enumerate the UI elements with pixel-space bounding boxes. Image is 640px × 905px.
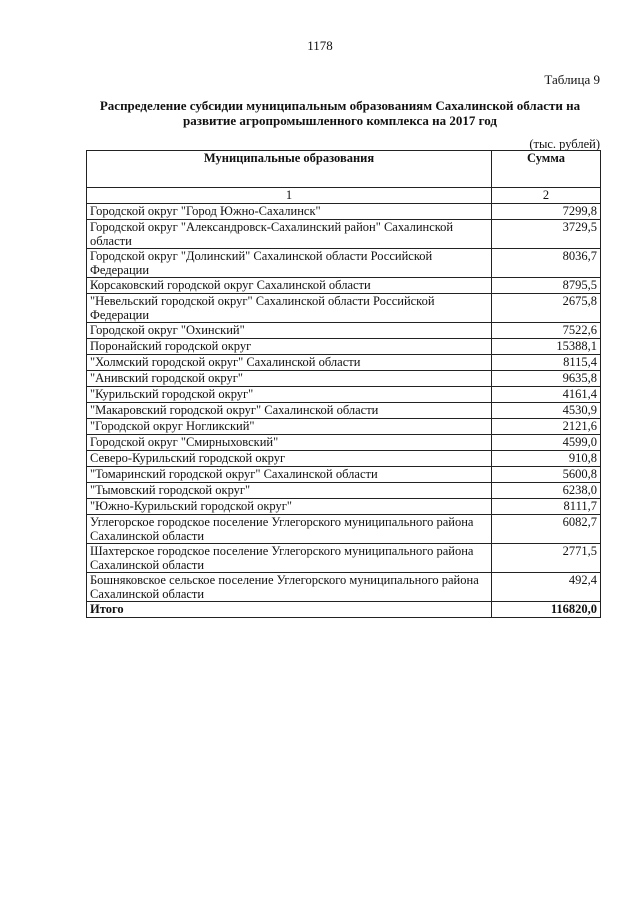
- table-row: [87, 294, 601, 323]
- municipality-name: Городской округ "Александровск-Сахалинский район" Сахалинской области: [87, 220, 492, 249]
- header-municipalities: Муниципальные образования: [87, 151, 492, 188]
- subsidy-amount: 4161,4: [492, 387, 601, 403]
- municipality-name: "Курильский городской округ": [87, 387, 492, 403]
- municipality-name: Городской округ "Смирныховский": [87, 435, 492, 451]
- table-row: [87, 573, 601, 602]
- table-row: [87, 220, 601, 249]
- table-row: [87, 419, 601, 435]
- subsidy-amount: 7299,8: [492, 204, 601, 220]
- subsidy-amount: 6082,7: [492, 515, 601, 544]
- municipality-name: "Макаровский городской округ" Сахалинской области: [87, 403, 492, 419]
- municipality-name: Городской округ "Охинский": [87, 323, 492, 339]
- subsidy-amount: 8795,5: [492, 278, 601, 294]
- table-row: [87, 387, 601, 403]
- municipality-name: Северо-Курильский городской округ: [87, 451, 492, 467]
- municipality-name: Бошняковское сельское поселение Углегорского муниципального района Сахалинской области: [87, 573, 492, 602]
- municipality-name: Углегорское городское поселение Углегорского муниципального района Сахалинской области: [87, 515, 492, 544]
- municipality-name: Городской округ "Город Южно-Сахалинск": [87, 204, 492, 220]
- page-number: 1178: [307, 38, 333, 53]
- table-row: [87, 249, 601, 278]
- table-row: [87, 278, 601, 294]
- subsidy-amount: 2675,8: [492, 294, 601, 323]
- municipality-name: "Томаринский городской округ" Сахалинской области: [87, 467, 492, 483]
- subsidy-amount: 4530,9: [492, 403, 601, 419]
- municipality-name: Городской округ "Долинский" Сахалинской области Российской Федерации: [87, 249, 492, 278]
- table-row: [87, 403, 601, 419]
- table-row: [87, 339, 601, 355]
- document-title: [80, 98, 600, 128]
- municipality-name: "Тымовский городской округ": [87, 483, 492, 499]
- municipality-name: Поронайский городской округ: [87, 339, 492, 355]
- column-number-2: 2: [492, 188, 601, 204]
- subsidy-amount: 492,4: [492, 573, 601, 602]
- header-sum: Сумма: [492, 151, 601, 188]
- subsidy-amount: 8115,4: [492, 355, 601, 371]
- table-row: [87, 435, 601, 451]
- subsidy-amount: 6238,0: [492, 483, 601, 499]
- table-row: [87, 499, 601, 515]
- municipality-name: "Южно-Курильский городской округ": [87, 499, 492, 515]
- subsidy-amount: 7522,6: [492, 323, 601, 339]
- table-row: [87, 371, 601, 387]
- table-row: [87, 515, 601, 544]
- total-row: [87, 602, 601, 618]
- table-row: [87, 355, 601, 371]
- subsidy-amount: 2771,5: [492, 544, 601, 573]
- subsidy-amount: 4599,0: [492, 435, 601, 451]
- subsidy-table: [86, 150, 601, 618]
- table-row: [87, 467, 601, 483]
- total-amount: 116820,0: [492, 602, 601, 618]
- units-label: (тыс. рублей): [529, 137, 600, 151]
- municipality-name: "Невельский городской округ" Сахалинской области Российской Федерации: [87, 294, 492, 323]
- title-line-1: Распределение субсидии муниципальным образованиям Сахалинской области на: [99, 98, 581, 113]
- subsidy-amount: 15388,1: [492, 339, 601, 355]
- subsidy-amount: 2121,6: [492, 419, 601, 435]
- subsidy-amount: 9635,8: [492, 371, 601, 387]
- table-row: [87, 451, 601, 467]
- table-row: [87, 544, 601, 573]
- table-label: Таблица 9: [544, 72, 600, 87]
- municipality-name: Шахтерское городское поселение Углегорского муниципального района Сахалинской области: [87, 544, 492, 573]
- subsidy-amount: 910,8: [492, 451, 601, 467]
- municipality-name: "Анивский городской округ": [87, 371, 492, 387]
- municipality-name: "Холмский городской округ" Сахалинской области: [87, 355, 492, 371]
- table-row: [87, 323, 601, 339]
- total-label: Итого: [87, 602, 492, 618]
- table-row: [87, 204, 601, 220]
- subsidy-amount: 3729,5: [492, 220, 601, 249]
- subsidy-amount: 8036,7: [492, 249, 601, 278]
- column-number-1: 1: [87, 188, 492, 204]
- subsidy-amount: 8111,7: [492, 499, 601, 515]
- table-row: [87, 483, 601, 499]
- subsidy-amount: 5600,8: [492, 467, 601, 483]
- municipality-name: Корсаковский городской округ Сахалинской области: [87, 278, 492, 294]
- title-line-2: развитие агропромышленного комплекса на 2017 год: [183, 113, 497, 128]
- municipality-name: "Городской округ Ногликский": [87, 419, 492, 435]
